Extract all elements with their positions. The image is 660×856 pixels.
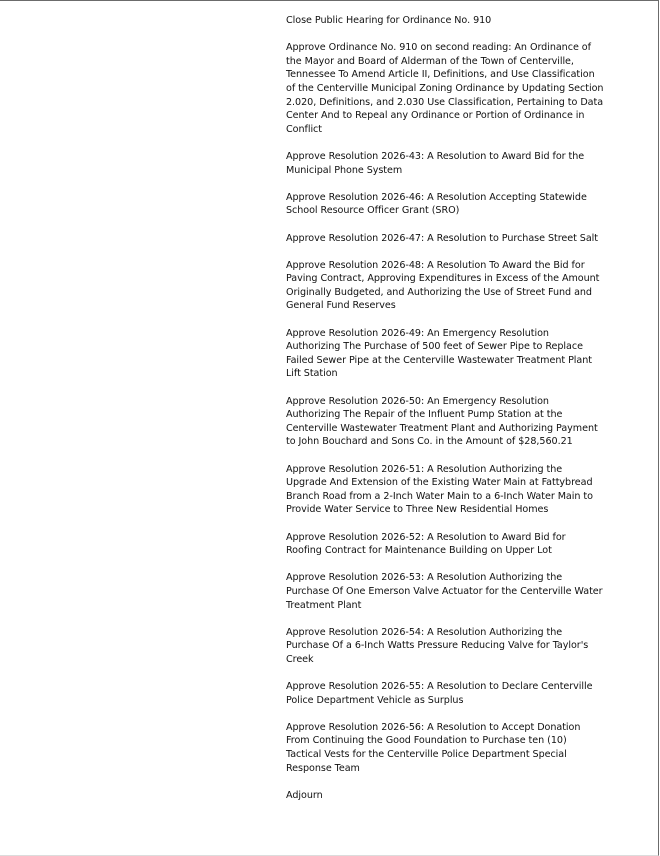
agenda-item-resolution-2026-43: Approve Resolution 2026-43: A Resolution to Award Bid for the Municipal Phone System — [286, 150, 585, 176]
agenda-item-resolution-2026-55: Approve Resolution 2026-55: A Resolution to Declare Centerville Police Department Vehicle as Surplus — [286, 681, 593, 706]
agenda-list — [286, 14, 604, 816]
agenda-item-resolution-2026-48: Approve Resolution 2026-48: A Resolution To Award the Bid for Paving Contract, Approving Expenditures in Excess of the Amount Originally Budgeted, and Authorizing the Use of Street Fund and General Fund Reserves — [286, 259, 600, 312]
agenda-item-close-public-hearing: Close Public Hearing for Ordinance No. 910 — [286, 15, 492, 26]
agenda-item-resolution-2026-51: Approve Resolution 2026-51: A Resolution Authorizing the Upgrade And Extension of the Existing Water Main at Fattybread Branch Road from a 2-Inch Water Main to a 6-Inch Water Main to Provide Water Service to Three New Residential Homes — [286, 463, 593, 516]
agenda-item-resolution-2026-54: Approve Resolution 2026-54: A Resolution Authorizing the Purchase Of a 6-Inch Watts Pressure Reducing Valve for Taylor's Creek — [286, 626, 589, 665]
agenda-item-resolution-2026-52: Approve Resolution 2026-52: A Resolution to Award Bid for Roofing Contract for Maintenance Building on Upper Lot — [286, 531, 566, 557]
agenda-item-resolution-2026-53: Approve Resolution 2026-53: A Resolution Authorizing the Purchase Of One Emerson Valve Actuator for the Centerville Water Treatment Plant — [286, 572, 603, 611]
agenda-item-adjourn: Adjourn — [286, 789, 323, 801]
agenda-item-ordinance-910: Approve Ordinance No. 910 on second reading: An Ordinance of the Mayor and Board of Alderman of the Town of Centerville, Tennessee To Amend Article II, Definitions, and Use Classification of the Centerville Municipal Zoning Ordinance by Updating Section 2.020, Definitions, and 2.030 Use Classification, Pertaining to Data Center And to Repeal any Ordinance or Portion of Ordinance in Conflict — [286, 42, 604, 135]
agenda-item-resolution-2026-46: Approve Resolution 2026-46: A Resolution Accepting Statewide School Resource Officer Grant (SRO) — [286, 191, 587, 217]
agenda-item-resolution-2026-47: Approve Resolution 2026-47: A Resolution to Purchase Street Salt — [286, 232, 599, 244]
agenda-item-resolution-2026-49: Approve Resolution 2026-49: An Emergency Resolution Authorizing The Purchase of 500 feet of Sewer Pipe to Replace Failed Sewer Pipe at the Centerville Wastewater Treatment Plant Lift Station — [286, 327, 592, 380]
agenda-item-resolution-2026-56: Approve Resolution 2026-56: A Resolution to Accept Donation From Continuing the Good Foundation to Purchase ten (10) Tactical Vests for the Centerville Police Department Special Response Team — [286, 721, 581, 774]
agenda-item-resolution-2026-50: Approve Resolution 2026-50: An Emergency Resolution Authorizing The Repair of the Influent Pump Station at the Centerville Wastewater Treatment Plant and Authorizing Payment to John Bouchard and Sons Co. in the Amount of $28,560.21 — [286, 395, 598, 448]
